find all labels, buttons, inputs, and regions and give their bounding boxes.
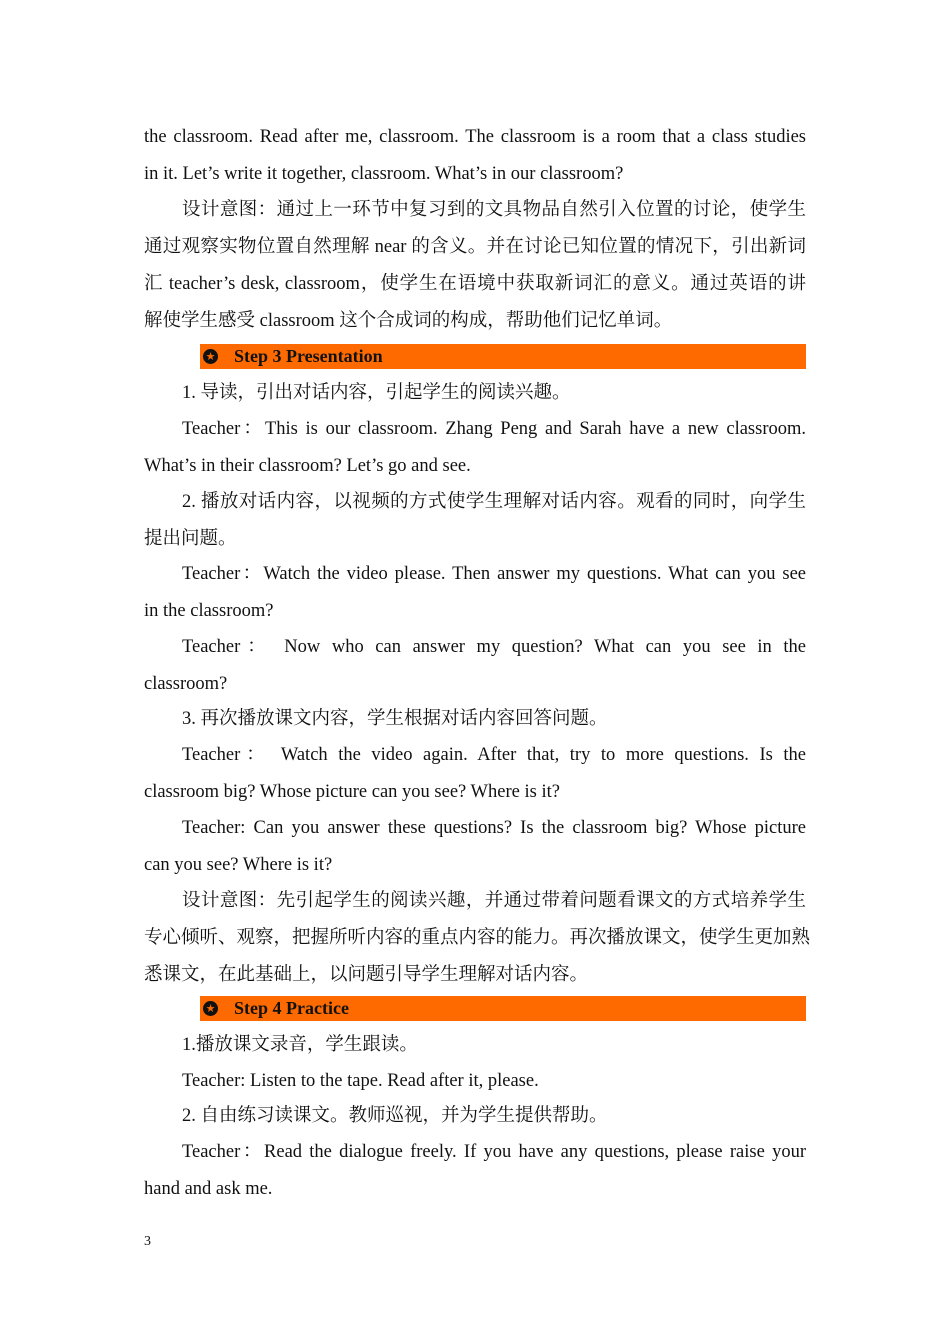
teacher-line: Teacher：This is our classroom. Zhang Peng and Sarah have a new classroom.	[182, 419, 806, 439]
teacher-line: in the classroom?	[144, 601, 274, 621]
paragraph-line: in it. Let’s write it together, classroom. What’s in our classroom?	[144, 164, 624, 184]
teacher-line: Teacher: Listen to the tape. Read after it, please.	[182, 1071, 539, 1091]
teacher-line: Teacher：Read the dialogue freely. If you have any questions, please raise your	[182, 1142, 806, 1162]
numbered-step: 2. 自由练习读课文。教师巡视，并为学生提供帮助。	[182, 1106, 608, 1126]
teacher-line: Teacher: Can you answer these questions? Is the classroom big? Whose picture	[182, 818, 806, 838]
design-intent-line: 通过观察实物位置自然理解 near 的含义。并在讨论已知位置的情况下，引出新词	[144, 237, 806, 257]
teacher-line: classroom?	[144, 674, 228, 694]
numbered-step: 2. 播放对话内容，以视频的方式使学生理解对话内容。观看的同时，向学生	[182, 492, 806, 512]
page-number: 3	[144, 1234, 151, 1249]
numbered-step: 1. 导读，引出对话内容，引起学生的阅读兴趣。	[182, 383, 571, 403]
step4-heading: Step 4 Practice	[234, 998, 349, 1018]
numbered-step: 提出问题。	[144, 529, 237, 549]
teacher-line: hand and ask me.	[144, 1179, 273, 1199]
design-intent-line: 悉课文，在此基础上，以问题引导学生理解对话内容。	[144, 965, 589, 985]
numbered-step: 3. 再次播放课文内容，学生根据对话内容回答问题。	[182, 709, 608, 729]
teacher-line: Teacher：Watch the video please. Then answer my questions. What can you see	[182, 564, 806, 584]
design-intent-line: 解使学生感受 classroom 这个合成词的构成，帮助他们记忆单词。	[144, 311, 673, 331]
teacher-line: What’s in their classroom? Let’s go and see.	[144, 456, 471, 476]
numbered-step: 1.播放课文录音，学生跟读。	[182, 1035, 418, 1055]
step3-heading-bar	[200, 344, 806, 369]
step3-heading: Step 3 Presentation	[234, 346, 383, 366]
paragraph-line: the classroom. Read after me, classroom. The classroom is a room that a class studies	[144, 127, 806, 147]
teacher-line: Teacher： Watch the video again. After that, try to more questions. Is the	[182, 745, 806, 765]
design-intent-line: 专心倾听、观察，把握所听内容的重点内容的能力。再次播放课文，使学生更加熟	[144, 928, 811, 948]
teacher-line: Teacher： Now who can answer my question? What can you see in the	[182, 637, 806, 657]
star-bullet-icon: ★	[203, 1001, 218, 1016]
design-intent-line: 设计意图：先引起学生的阅读兴趣，并通过带着问题看课文的方式培养学生	[182, 891, 806, 911]
step4-heading-bar	[200, 996, 806, 1021]
teacher-line: can you see? Where is it?	[144, 855, 333, 875]
teacher-line: classroom big? Whose picture can you see? Where is it?	[144, 782, 560, 802]
design-intent-line: 设计意图：通过上一环节中复习到的文具物品自然引入位置的讨论，使学生	[182, 200, 806, 220]
design-intent-line: 汇 teacher’s desk, classroom，使学生在语境中获取新词汇的意义。通过英语的讲	[144, 274, 806, 294]
star-bullet-icon: ★	[203, 349, 218, 364]
